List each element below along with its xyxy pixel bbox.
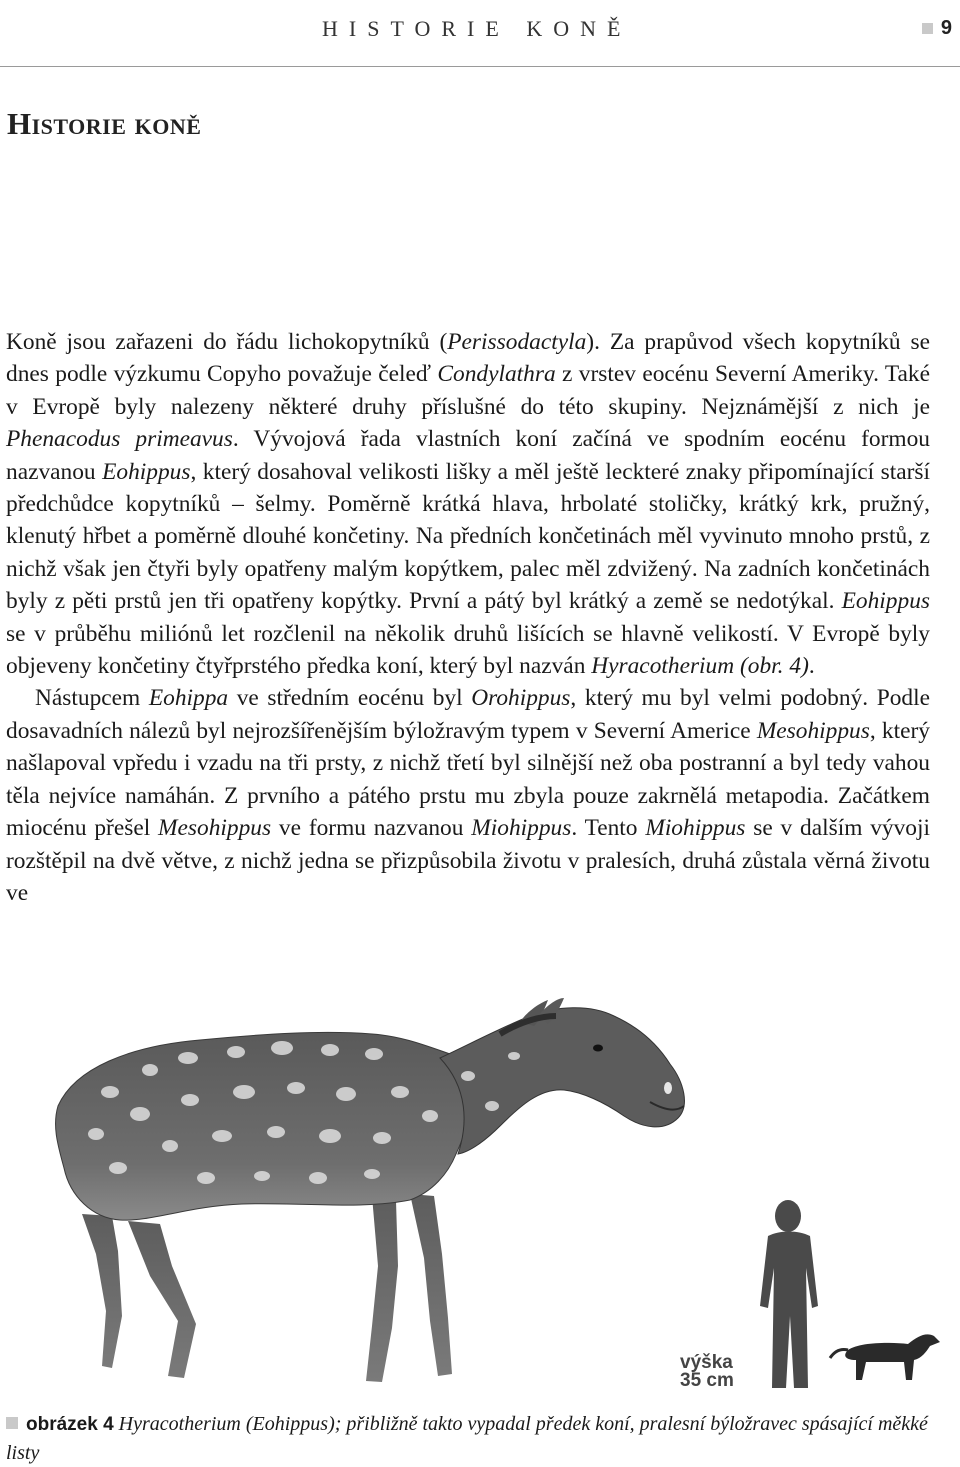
caption-label: obrázek 4: [26, 1414, 114, 1435]
page-marker-square: [922, 23, 933, 34]
text-run: . Vývojová řada vlastních koní začíná ve spodním eocénu formou nazvanou: [6, 426, 930, 485]
eohippus-scale-silhouette: [830, 1334, 940, 1380]
text-run: ve středním eocénu byl: [228, 685, 472, 712]
italic-term: Condylathra: [437, 361, 556, 388]
text-run: z vrstev eocénu Severní Ameriky. Také v Evropě byly nalezeny některé druhy příslušné do této skupiny. Nejznámější z nich je: [6, 361, 931, 420]
paragraph: [6, 682, 930, 909]
header-rule: [0, 66, 960, 67]
running-title: HISTORIE KONĚ: [322, 16, 632, 41]
text-run: , který dosahoval velikosti lišky a měl ještě leckteré znaky připomínající starší předchůdce kopytníků – šelmy. Poměrně krátká hlava, hrbolaté stoličky, krátký krk, pružný, klenutý hřbet a poměrně dlouhé končetiny. Na předních končetinách měl vyvinuto mnoho prstů, z nichž však jen čtyři byly opatřeny malým kopýtkem, palec měl zdvižený. Na zadních končetinách byly z pěti prstů jen tři opatřeny kopýtky. První a pátý byl krátký a země se nedotýkal.: [6, 458, 930, 615]
animal-figure: [56, 998, 685, 1382]
italic-term: Orohippus: [471, 685, 571, 712]
text-run: se v průběhu miliónů let rozčlenil na několik druhů lišících se hlavně velikostí. V Evropě byly objeveny končetiny čtyřprstého předka koní, který byl nazván: [6, 620, 930, 680]
caption-text: Hyracotherium (Eohippus); přibližně takto vypadal předek koní, pralesní býložravec spásající měkké listy: [6, 1413, 928, 1464]
text-run: , který našlapoval vpředu i vzadu na tři prsty, z nichž třetí byl silnější než oba postranní a byl tedy vahou těla nejvíce namáhán. Z prvního a pátého prstu mu zbyla pouze zakrnělá metapodia. Začátkem miocénu přešel: [6, 717, 930, 842]
italic-term: Perissodactyla: [447, 329, 587, 355]
italic-term: Eohippus: [102, 458, 191, 485]
italic-term: Phenacodus primeavus: [6, 426, 233, 453]
italic-term: Miohippus: [471, 815, 572, 842]
caption-marker-square: [6, 1417, 18, 1429]
text-run: Koně jsou zařazeni do řádu lichokopytníků (: [6, 329, 448, 355]
paragraph: [6, 326, 930, 682]
text-run: . Tento: [571, 815, 646, 842]
italic-term: Mesohippus: [158, 815, 272, 842]
italic-term: Miohippus: [645, 815, 746, 842]
text-run: , který mu byl velmi podobný. Podle dosavadních nálezů byl nejrozšířenějším býložravým typem v Severní Americe: [6, 685, 931, 744]
hyracotherium-illustration: [0, 996, 960, 1406]
text-run: Nástupcem: [35, 685, 149, 712]
figure-4: [0, 996, 960, 1406]
italic-term: Eohippa: [148, 685, 229, 712]
italic-term: Eohippus: [841, 588, 930, 615]
italic-term: Mesohippus: [756, 717, 870, 744]
scale-label-value: 35 cm: [680, 1370, 734, 1391]
text-run: ve formu nazvanou: [271, 815, 472, 842]
text-run: se v dalším vývoji rozštěpil na dvě větve, z nichž jedna se přizpůsobila životu v pralesích, druhá zůstala věrná životu ve: [6, 815, 931, 906]
italic-term: Hyracotherium (obr. 4): [591, 653, 809, 680]
running-header: [0, 16, 960, 46]
scale-label-height: výška: [680, 1352, 733, 1373]
body-text: [6, 326, 930, 909]
text-run: ). Za prapůvod všech kopytníků se dnes podle výzkumu Copyho považuje čeleď: [6, 329, 930, 388]
page-number: 9: [940, 17, 952, 39]
human-silhouette: [760, 1200, 818, 1388]
text-run: .: [808, 653, 815, 680]
figure-caption: [6, 1410, 930, 1467]
page-number-block: [922, 17, 952, 40]
chapter-title: Historie koně: [7, 106, 202, 141]
